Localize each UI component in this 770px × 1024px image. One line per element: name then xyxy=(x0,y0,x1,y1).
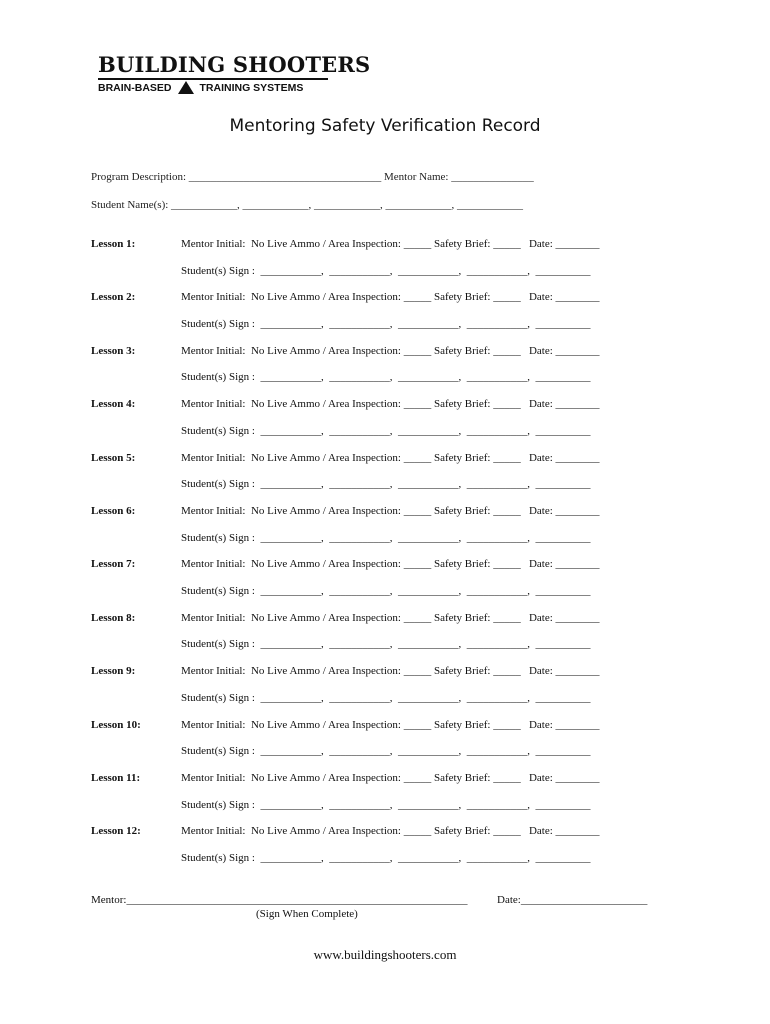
student-sign-line[interactable]: Student(s) Sign : ___________, ___________, ___________, ___________, __________ xyxy=(181,798,591,811)
page-title: Mentoring Safety Verification Record xyxy=(229,116,541,136)
lesson-label: Lesson 2: xyxy=(91,291,136,304)
mentor-initial-line[interactable]: Mentor Initial: No Live Ammo / Area Inspection: _____ Safety Brief: _____ Date: ________ xyxy=(181,344,600,357)
logo xyxy=(98,52,371,94)
triangle-icon xyxy=(178,81,194,94)
mentor-initial-line[interactable]: Mentor Initial: No Live Ammo / Area Inspection: _____ Safety Brief: _____ Date: ________ xyxy=(181,558,600,571)
student-sign-line[interactable]: Student(s) Sign : ___________, ___________, ___________, ___________, __________ xyxy=(181,584,591,597)
mentor-initial-line[interactable]: Mentor Initial: No Live Ammo / Area Inspection: _____ Safety Brief: _____ Date: ________ xyxy=(181,825,600,838)
student-sign-line[interactable]: Student(s) Sign : ___________, ___________, ___________, ___________, __________ xyxy=(181,424,591,437)
student-sign-line[interactable]: Student(s) Sign : ___________, ___________, ___________, ___________, __________ xyxy=(181,691,591,704)
student-sign-line[interactable]: Student(s) Sign : ___________, ___________, ___________, ___________, __________ xyxy=(181,371,591,384)
student-sign-line[interactable]: Student(s) Sign : ___________, ___________, ___________, ___________, __________ xyxy=(181,264,591,277)
lesson-label: Lesson 7: xyxy=(91,558,136,571)
mentor-initial-line[interactable]: Mentor Initial: No Live Ammo / Area Inspection: _____ Safety Brief: _____ Date: ________ xyxy=(181,398,600,411)
logo-left-text: BRAIN-BASED xyxy=(98,82,172,94)
student-names-line[interactable]: Student Name(s): ____________, ____________, ____________, ____________, ____________ xyxy=(91,199,524,211)
mentor-initial-line[interactable]: Mentor Initial: No Live Ammo / Area Inspection: _____ Safety Brief: _____ Date: ________ xyxy=(181,611,600,624)
student-sign-line[interactable]: Student(s) Sign : ___________, ___________, ___________, ___________, __________ xyxy=(181,745,591,758)
lesson-label: Lesson 4: xyxy=(91,398,136,411)
mentor-initial-line[interactable]: Mentor Initial: No Live Ammo / Area Inspection: _____ Safety Brief: _____ Date: ________ xyxy=(181,718,600,731)
lesson-label: Lesson 9: xyxy=(91,665,136,678)
student-sign-line[interactable]: Student(s) Sign : ___________, ___________, ___________, ___________, __________ xyxy=(181,478,591,491)
student-sign-line[interactable]: Student(s) Sign : ___________, ___________, ___________, ___________, __________ xyxy=(181,531,591,544)
mentor-initial-line[interactable]: Mentor Initial: No Live Ammo / Area Inspection: _____ Safety Brief: _____ Date: ________ xyxy=(181,451,600,464)
student-sign-line[interactable]: Student(s) Sign : ___________, ___________, ___________, ___________, __________ xyxy=(181,638,591,651)
lesson-label: Lesson 1: xyxy=(91,238,136,250)
lesson-label: Lesson 10: xyxy=(91,718,141,731)
student-sign-line[interactable]: Student(s) Sign : ___________, ___________, ___________, ___________, __________ xyxy=(181,317,591,330)
lesson-label: Lesson 5: xyxy=(91,451,136,464)
footer-url: www.buildingshooters.com xyxy=(313,947,457,962)
mentor-initial-line[interactable]: Mentor Initial: No Live Ammo / Area Inspection: _____ Safety Brief: _____ Date: ________ xyxy=(181,505,600,517)
lesson-label: Lesson 6: xyxy=(91,505,136,517)
sign-note: (Sign When Complete) xyxy=(256,908,358,920)
date-signature-line[interactable]: Date:_______________________ xyxy=(497,894,648,906)
student-sign-line[interactable]: Student(s) Sign : ___________, ___________, ___________, ___________, __________ xyxy=(181,851,591,864)
mentor-initial-line[interactable]: Mentor Initial: No Live Ammo / Area Inspection: _____ Safety Brief: _____ Date: ________ xyxy=(181,665,600,678)
lesson-label: Lesson 3: xyxy=(91,344,136,357)
logo-right-text: TRAINING SYSTEMS xyxy=(199,82,304,94)
lesson-label: Lesson 8: xyxy=(91,611,136,624)
logo-name: BUILDING SHOOTERS xyxy=(98,52,371,77)
mentor-initial-line[interactable]: Mentor Initial: No Live Ammo / Area Inspection: _____ Safety Brief: _____ Date: ________ xyxy=(181,291,600,304)
lesson-label: Lesson 11: xyxy=(91,772,141,784)
mentor-initial-line[interactable]: Mentor Initial: No Live Ammo / Area Inspection: _____ Safety Brief: _____ Date: ________ xyxy=(181,772,600,784)
lesson-label: Lesson 12: xyxy=(91,825,141,838)
mentor-initial-line[interactable]: Mentor Initial: No Live Ammo / Area Inspection: _____ Safety Brief: _____ Date: ________ xyxy=(181,238,600,250)
logo-rule xyxy=(98,78,328,80)
mentor-signature-line[interactable]: Mentor:______________________________________________________________ xyxy=(91,894,468,906)
program-description-line[interactable]: Program Description: ___________________________________ Mentor Name: _______________ xyxy=(91,171,534,183)
logo-subtitle xyxy=(98,81,330,94)
